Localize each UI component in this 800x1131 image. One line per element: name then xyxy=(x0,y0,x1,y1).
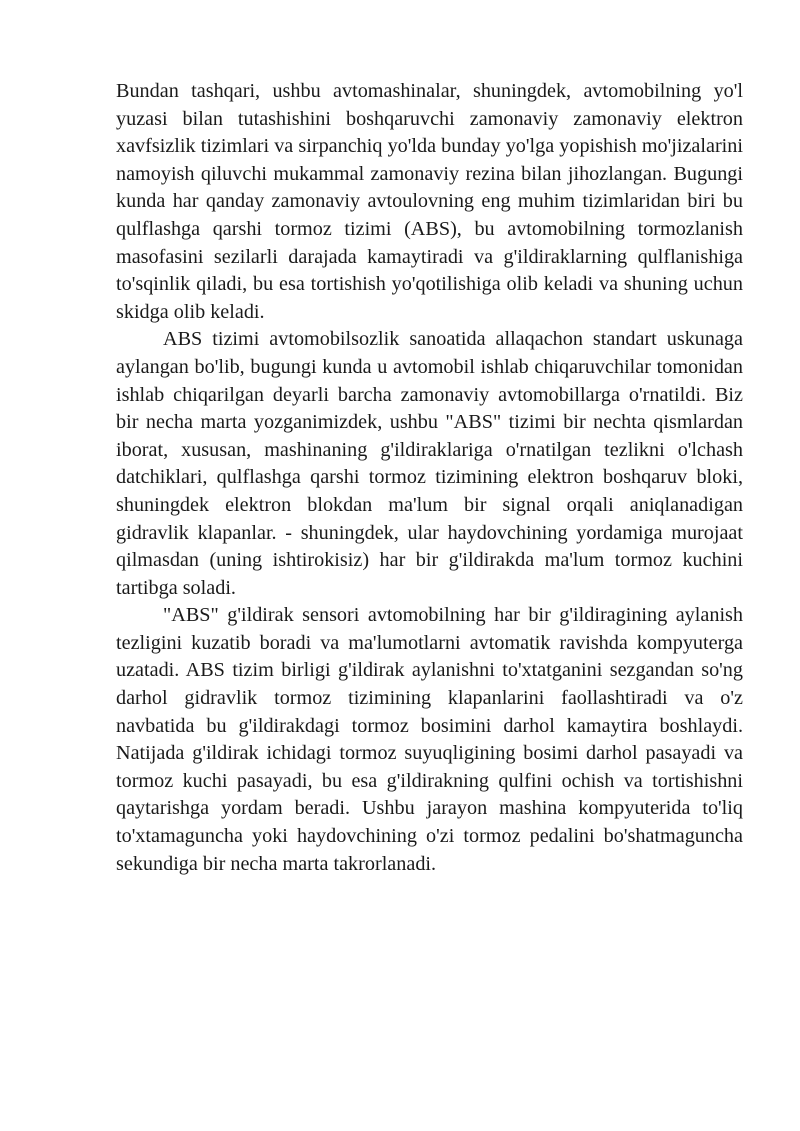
paragraph-1: Bundan tashqari, ushbu avtomashinalar, shuningdek, avtomobilning yo'l yuzasi bilan tutashishini boshqaruvchi zamonaviy zamonaviy elektron xavfsizlik tizimlari va sirpanchiq yo'lda bunday yo'lga yopishish mo'jizalarini namoyish qiluvchi mukammal zamonaviy rezina bilan jihozlangan. Bugungi kunda har qanday zamonaviy avtoulovning eng muhim tizimlaridan biri bu qulflashga qarshi tormoz tizimi (ABS), bu avtomobilning tormozlanish masofasini sezilarli darajada kamaytiradi va g'ildiraklarning qulflanishiga to'sqinlik qiladi, bu esa tortishish yo'qotilishiga olib keladi va shuning uchun skidga olib keladi. xyxy=(116,80,743,323)
paragraph-3: "ABS" g'ildirak sensori avtomobilning har bir g'ildiragining aylanish tezligini kuzatib boradi va ma'lumotlarni avtomatik ravishda kompyuterga uzatadi. ABS tizim birligi g'ildirak aylanishni to'xtatganini sezgandan so'ng darhol gidravlik tormoz tizimining klapanlarini faollashtiradi va o'z navbatida bu g'ildirakdagi tormoz bosimini darhol kamaytira boshlaydi. Natijada g'ildirak ichidagi tormoz suyuqligining bosimi darhol pasayadi va tormoz kuchi pasayadi, bu esa g'ildirakning qulfini ochish va tortishishni qaytarishga yordam beradi. Ushbu jarayon mashina kompyuterida to'liq to'xtamaguncha yoki haydovchining o'zi tormoz pedalini bo'shatmaguncha sekundiga bir necha marta takrorlanadi. xyxy=(116,604,743,875)
paragraph-2: ABS tizimi avtomobilsozlik sanoatida allaqachon standart uskunaga aylangan bo'lib, bugungi kunda u avtomobil ishlab chiqaruvchilar tomonidan ishlab chiqarilgan deyarli barcha zamonaviy avtomobillarga o'rnatildi. Biz bir necha marta yozganimizdek, ushbu "ABS" tizimi bir nechta qismlardan iborat, xususan, mashinaning g'ildiraklariga o'rnatilgan tezlikni o'lchash datchiklari, qulflashga qarshi tormoz tizimining elektron boshqaruv bloki, shuningdek elektron blokdan ma'lum bir signal orqali aniqlanadigan gidravlik klapanlar. - shuningdek, ular haydovchining yordamiga murojaat qilmasdan (uning ishtirokisiz) har bir g'ildirakda ma'lum tormoz kuchini tartibga soladi. xyxy=(116,328,743,599)
document-body xyxy=(116,78,743,878)
